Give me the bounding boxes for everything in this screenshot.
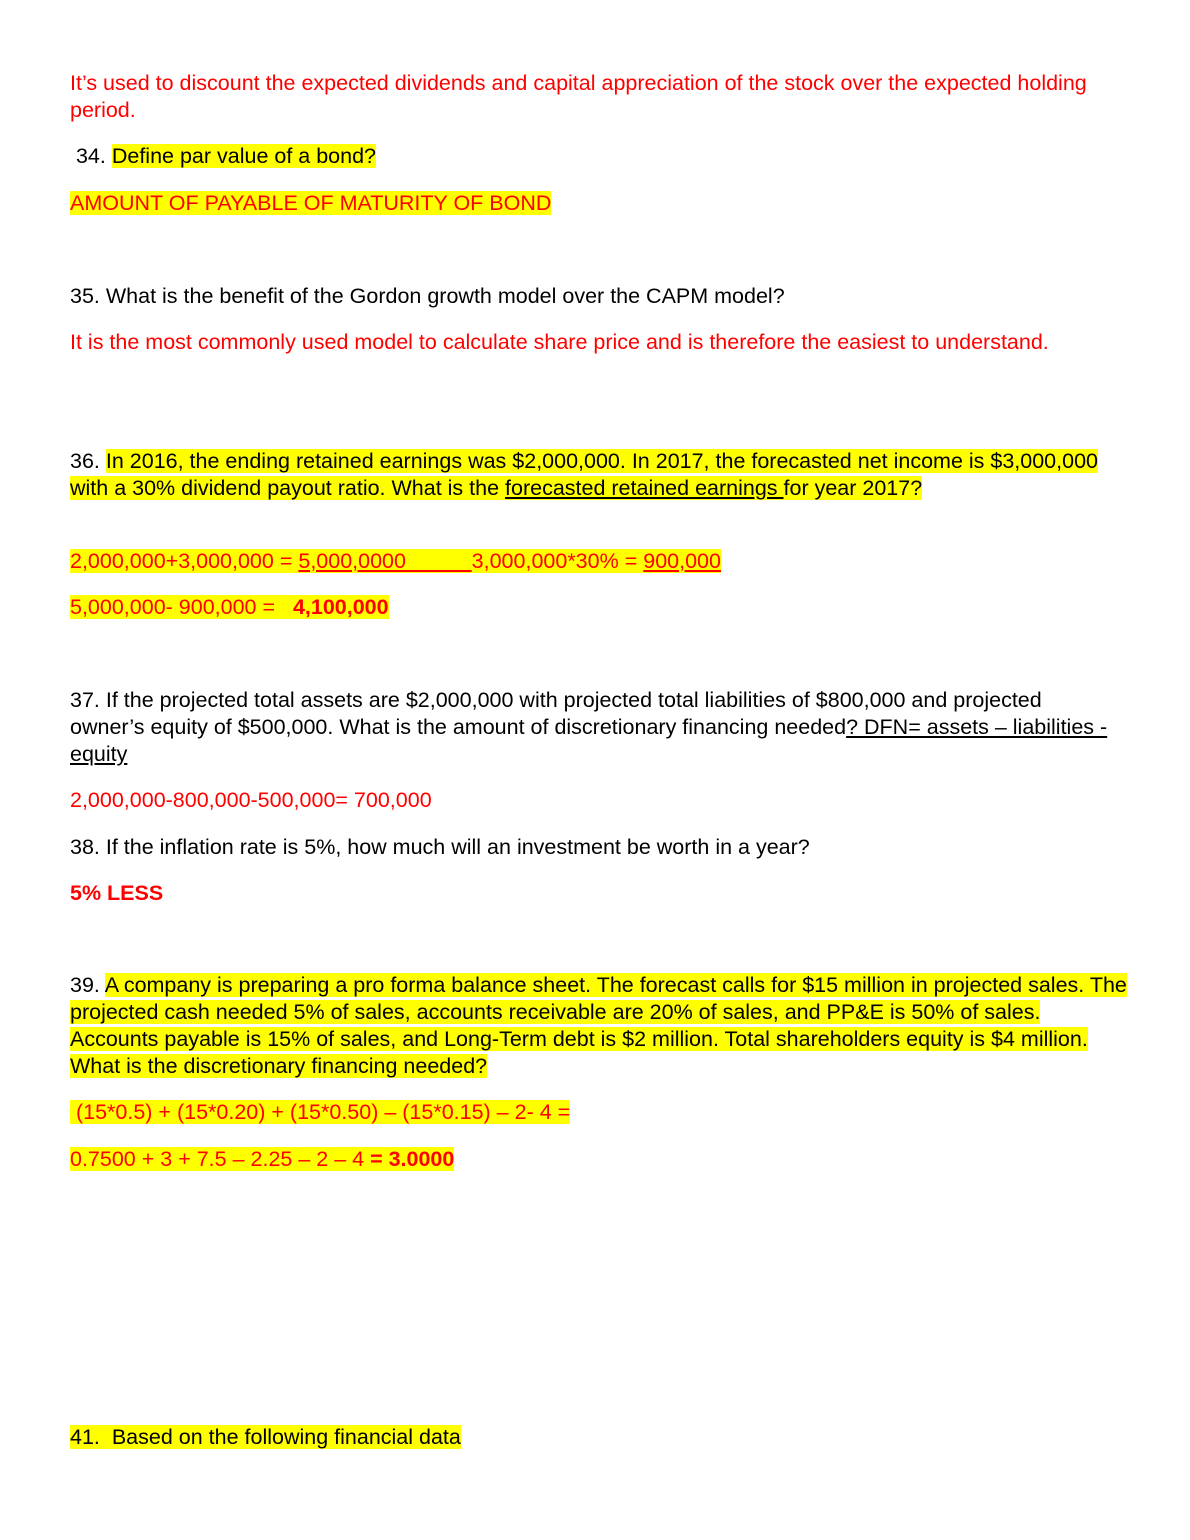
question-37 — [70, 687, 1120, 768]
answer-34-text: AMOUNT OF PAYABLE OF MATURITY OF BOND — [70, 191, 552, 215]
question-36 — [70, 448, 1120, 502]
answer-35: It is the most commonly used model to calculate share price and is therefore the easiest to understand. — [70, 330, 1049, 354]
calc-36-result: 4,100,000 — [292, 595, 389, 619]
calc-36-b: 5,000,0000 — [298, 549, 472, 573]
calc-36-d: 900,000 — [643, 549, 721, 573]
question-34-text: Define par value of a bond? — [111, 144, 377, 168]
answer-36-line-1 — [70, 548, 1120, 575]
calc-39-b: 0.7500 + 3 + 7.5 – 2.25 – 2 – 4 — [70, 1147, 371, 1171]
question-36-number: 36. — [70, 449, 106, 473]
question-37-formula: ? DFN= assets – liabilities - equity — [70, 715, 1108, 766]
calc-36-c: 3,000,000*30% = — [471, 549, 644, 573]
question-39 — [70, 972, 1130, 1080]
question-41 — [70, 1424, 1120, 1451]
question-39-number: 39. — [70, 973, 105, 997]
question-34-number: 34. — [70, 144, 112, 168]
question-36-underlined: forecasted retained earnings — [505, 476, 784, 500]
calc-36-a: 2,000,000+3,000,000 = — [70, 549, 299, 573]
answer-36-line-2 — [70, 594, 1120, 621]
answer-34 — [70, 190, 1120, 217]
question-36-text-a: In 2016, the ending retained earnings was $2,000,000. In 2017, the forecasted net income is $3,000,000 with a 30% dividend payout ratio. What is the — [70, 449, 1098, 500]
answer-38: 5% LESS — [70, 881, 164, 905]
question-34 — [70, 143, 1120, 170]
answer-39-line-2 — [70, 1146, 1120, 1173]
answer-37: 2,000,000-800,000-500,000= 700,000 — [70, 788, 432, 812]
question-35: 35. What is the benefit of the Gordon growth model over the CAPM model? — [70, 284, 785, 308]
question-38: 38. If the inflation rate is 5%, how much will an investment be worth in a year? — [70, 835, 810, 859]
calc-39-result: = 3.0000 — [370, 1147, 455, 1171]
question-37-text: 37. If the projected total assets are $2,000,000 with projected total liabilities of $800,000 and projected owner’s equity of $500,000. What is the amount of discretionary financing needed — [70, 688, 1042, 739]
question-36-text-b: for year 2017? — [783, 476, 923, 500]
question-39-text: A company is preparing a pro forma balance sheet. The forecast calls for $15 million in projected sales. The projected cash needed 5% of sales, accounts receivable are 20% of sales, and PP&E is 50% of sales. Accounts payable is 15% of sales, and Long-Term debt is $2 million. Total shareholders equity is $4 million. What is the discretionary financing needed? — [70, 973, 1127, 1078]
calc-36-e: 5,000,000- 900,000 = — [70, 595, 293, 619]
answer-39-line-1 — [70, 1099, 1120, 1126]
intro-answer: It’s used to discount the expected dividends and capital appreciation of the stock over the expected holding period. — [70, 71, 1087, 122]
question-41-text: 41. Based on the following financial data — [70, 1425, 461, 1449]
calc-39-a: (15*0.5) + (15*0.20) + (15*0.50) – (15*0.15) – 2- 4 = — [70, 1100, 571, 1124]
